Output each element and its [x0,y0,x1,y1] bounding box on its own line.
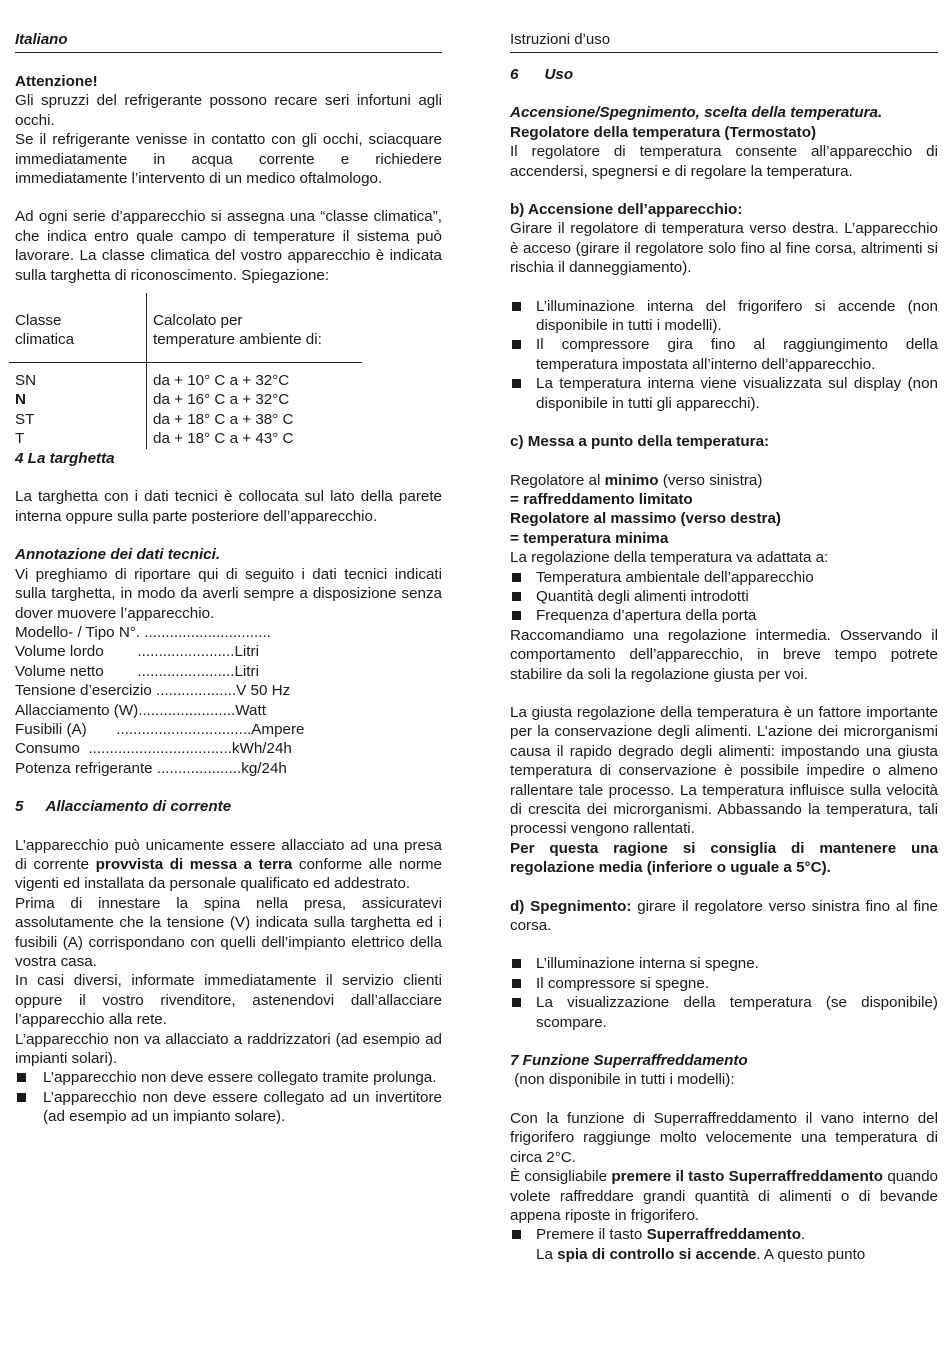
climate-class-table [15,293,442,449]
list-item: Temperatura ambientale dell’apparecchio [510,568,938,587]
section-5-title: 5 Allacciamento di corrente [15,798,232,816]
list-item: La temperatura interna viene visualizzata sul display (non disponibile in tutti gli apparecchi). [510,374,938,413]
spec-row: Volume lordo ....................... Litri [15,643,259,661]
table-divider-horizontal [9,362,362,363]
power-on-text: Girare il regolatore di temperatura verso destra. L’apparecchio è acceso (girare il regolatore solo fino al fine corsa, altrimenti si rischia il danneggiamento). [510,220,938,277]
climate-intro: Ad ogni serie d’apparecchio si assegna una “classe climatica”, che indica entro quale campo di temperature il sistema può lavorare. La classe climatica del vostro apparecchio è indicata sulla targhetta di riconoscimento. Spiegazione: [15,208,442,284]
annotation-text: Vi preghiamo di riportare qui di seguito i dati tecnici indicati sulla targhetta, in modo da averli sempre a disposizione senza dover muovere l’apparecchio. [15,565,442,622]
section-5-paragraph-2: Prima di innestare la spina nella presa, assicuratevi assolutamente che la tensione (V) indicata sulla targhetta ed i fusibili (A) corrispondano con quelli dell’impianto elettrico della vostra casa. [15,894,442,970]
list-item: Quantità degli alimenti introdotti [510,587,938,606]
table-header-class: Classe climatica [15,312,75,349]
table-cell: N [15,391,26,409]
table-cell: ST [15,410,35,428]
spec-row: Allacciamento (W) ....................... Watt [15,701,266,719]
manual-header: Istruzioni d’uso [510,30,938,53]
section-4-title: 4 La targhetta [15,450,115,468]
section-5-paragraph-1: L’apparecchio può unicamente essere allacciato ad una presa di corrente provvista di messa a terra conforme alle norme vigenti ed installata da personale qualificato ed addestrato. [15,836,442,893]
left-column [15,30,442,1127]
table-cell: T [15,430,25,448]
regulator-min-result: = raffreddamento limitato [510,490,693,508]
list-item: Il compressore si spegne. [510,974,938,993]
attention-title: Attenzione! [15,73,98,90]
recommend-bold-text: Per questa ragione si consiglia di mantenere una regolazione media (inferiore o uguale a 5°C). [510,839,938,877]
list-item: La visualizzazione della temperatura (se disponibile) scompare. [510,993,938,1032]
regulator-max: Regolatore al massimo (verso destra) [510,510,781,528]
attention-text: Gli spruzzi del refrigerante possono recare seri infortuni agli occhi. [15,92,442,129]
table-cell: da + 10° C a + 32°C [153,372,290,390]
spec-row: Modello- / Tipo N°. .............................. [15,623,271,641]
list-item: L’illuminazione interna del frigorifero si accende (non disponibile in tutti i modelli). [510,297,938,336]
table-cell: da + 18° C a + 43° C [153,430,294,448]
list-item: Premere il tasto Superraffreddamento. La spia di controllo si accende. A questo punto [510,1225,938,1264]
language-header: Italiano [15,30,442,53]
section-7-subtitle: (non disponibile in tutti i modelli): [510,1071,735,1089]
section-6-title: 6 Uso [510,66,574,83]
table-class-column [15,371,140,449]
spec-row: Consumo .................................. kWh/24h [15,740,292,758]
spec-row: Volume netto ....................... Litri [15,662,259,680]
table-divider-vertical [146,293,147,449]
right-column [510,30,938,1264]
temp-setting-title: c) Messa a punto della temperatura: [510,433,770,451]
section-5-paragraph-3: In casi diversi, informate immediatamente il servizio clienti oppure il vostro rivenditore, astenendovi dall’allacciare l’apparecchio alla rete. [15,972,442,1029]
list-item: L’apparecchio non deve essere collegato tramite prolunga. [15,1068,442,1087]
section-4-text: La targhetta con i dati tecnici è collocata sul lato della parete interna oppure sulla parte posteriore dell’apparecchio. [15,488,442,525]
table-range-column [153,371,373,449]
spec-row: Potenza refrigerante .................... kg/24h [15,759,287,777]
spec-row: Tensione d’esercizio ................... V 50 Hz [15,682,291,700]
annotation-title: Annotazione dei dati tecnici. [15,546,221,564]
adapt-text: La regolazione della temperatura va adattata a: [510,549,829,567]
regulator-min: Regolatore al minimo (verso sinistra) [510,471,763,489]
spec-row: Fusibili (A) ................................ Ampere [15,720,305,738]
spec-list [15,623,442,778]
list-item: Frequenza d’apertura della porta [510,606,938,625]
thermostat-text: Il regolatore di temperatura consente all’apparecchio di accendersi, spegnersi e di regolare la temperatura. [510,143,938,180]
regulator-max-result: = temperatura minima [510,529,669,547]
section-7-paragraph-2: È consigliabile premere il tasto Superraffreddamento quando volete raffreddare grandi quantità di alimenti o di bevande appena riposte in frigorifero. [510,1168,938,1224]
list-item: L’illuminazione interna si spegne. [510,954,938,973]
list-item: Il compressore gira fino al raggiungimento della temperatura impostata all’interno dell’apparecchio. [510,335,938,374]
temperature-importance-text: La giusta regolazione della temperatura è un fattore importante per la conservazione degli alimenti. L’azione dei microrganismi causa il rapido degrado degli alimenti: impostando una giusta temperatura di conservazione è possibile impedire o almeno rallentare tale processo. La temperatura influisce sulla velocità di crescita dei microrganismi. Abbassando la temperatura, tali processi vengono rallentati. [510,703,938,838]
table-cell: da + 16° C a + 32°C [153,391,290,409]
power-off-text: d) Spegnimento: girare il regolatore verso sinistra fino al fine corsa. [510,897,938,935]
onoff-title: Accensione/Spegnimento, scelta della temperatura. [510,104,883,122]
section-7-title: 7 Funzione Superraffreddamento [510,1052,748,1070]
thermostat-title: Regolatore della temperatura (Termostato) [510,123,817,141]
recommend-text: Raccomandiamo una regolazione intermedia. Osservando il comportamento dell’apparecchio, in breve tempo potrete stabilire da soli la regolazione giusta per voi. [510,626,938,683]
section-7-paragraph-1: Con la funzione di Superraffreddamento il vano interno del frigorifero raggiunge molto velocemente una temperatura di circa 2°C. [510,1109,938,1166]
section-5-paragraph-4: L’apparecchio non va allacciato a raddrizzatori (ad esempio ad impianti solari). [15,1030,442,1068]
table-cell: SN [15,372,37,390]
list-item: L’apparecchio non deve essere collegato ad un invertitore (ad esempio ad un impianto solare). [15,1088,442,1127]
power-on-title: b) Accensione dell’apparecchio: [510,201,743,219]
attention-text-2: Se il refrigerante venisse in contatto con gli occhi, sciacquare immediatamente in acqua corrente e richiedere immediatamente l’intervento di un medico oftalmologo. [15,131,442,188]
table-cell: da + 18° C a + 38° C [153,410,294,428]
table-header-calc: Calcolato per temperature ambiente di: [153,312,322,349]
